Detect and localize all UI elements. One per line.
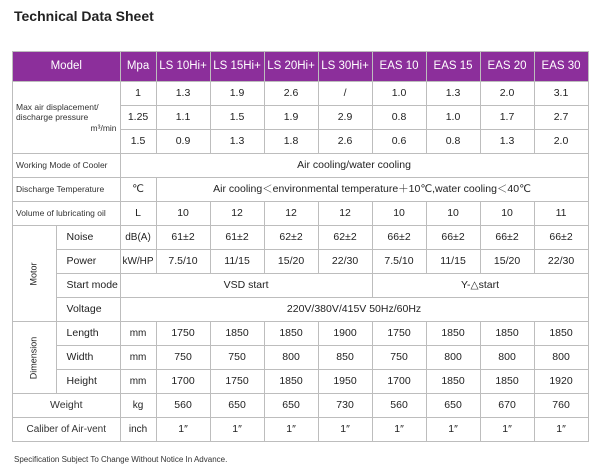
table-cell: 1″ bbox=[480, 418, 534, 442]
table-cell: 2.9 bbox=[318, 106, 372, 130]
table-cell: 1.9 bbox=[210, 82, 264, 106]
pressure-cell: 1.5 bbox=[120, 130, 156, 154]
table-cell: 1.3 bbox=[210, 130, 264, 154]
table-cell: 650 bbox=[264, 394, 318, 418]
table-cell: 750 bbox=[372, 346, 426, 370]
header-model-name: LS 30Hi+ bbox=[318, 52, 372, 82]
footnote: Specification Subject To Change Without Notice In Advance. bbox=[14, 455, 228, 464]
table-cell: 3.1 bbox=[534, 82, 588, 106]
width-label: Width bbox=[56, 346, 120, 370]
page-title: Technical Data Sheet bbox=[14, 8, 154, 24]
table-cell: 1750 bbox=[210, 370, 264, 394]
start-mode-label: Start mode bbox=[56, 274, 120, 298]
table-cell: 1700 bbox=[372, 370, 426, 394]
table-cell: 0.9 bbox=[156, 130, 210, 154]
table-cell: 61±2 bbox=[156, 226, 210, 250]
unit-cell: mm bbox=[120, 370, 156, 394]
table-cell: 1850 bbox=[426, 370, 480, 394]
unit-cell: ℃ bbox=[120, 178, 156, 202]
table-cell: 850 bbox=[318, 346, 372, 370]
table-cell: 15/20 bbox=[264, 250, 318, 274]
header-model: Model bbox=[13, 52, 121, 82]
table-row bbox=[13, 154, 589, 178]
table-cell: 1.3 bbox=[480, 130, 534, 154]
table-cell: 62±2 bbox=[264, 226, 318, 250]
table-cell: 1.0 bbox=[372, 82, 426, 106]
table-row bbox=[13, 226, 589, 250]
header-model-name: EAS 20 bbox=[480, 52, 534, 82]
table-cell: 0.8 bbox=[426, 130, 480, 154]
voltage-label: Voltage bbox=[56, 298, 120, 322]
table-cell: 66±2 bbox=[426, 226, 480, 250]
header-row bbox=[13, 52, 589, 82]
table-cell: 1.1 bbox=[156, 106, 210, 130]
table-cell: 750 bbox=[210, 346, 264, 370]
pressure-cell: 1.25 bbox=[120, 106, 156, 130]
table-cell: 1850 bbox=[426, 322, 480, 346]
table-cell: 0.6 bbox=[372, 130, 426, 154]
table-row bbox=[13, 274, 589, 298]
table-cell: 12 bbox=[264, 202, 318, 226]
header-model-name: LS 20Hi+ bbox=[264, 52, 318, 82]
table-row bbox=[13, 370, 589, 394]
table-cell: 0.8 bbox=[372, 106, 426, 130]
discharge-temp-value: Air cooling＜environmental temperature＋10℃,water cooling＜40℃ bbox=[156, 178, 588, 202]
unit-cell: mm bbox=[120, 346, 156, 370]
table-cell: 1700 bbox=[156, 370, 210, 394]
header-model-name: EAS 10 bbox=[372, 52, 426, 82]
start-mode-eas: Y-△start bbox=[372, 274, 588, 298]
table-cell: 1.5 bbox=[210, 106, 264, 130]
table-cell: 7.5/10 bbox=[156, 250, 210, 274]
table-cell: 1750 bbox=[372, 322, 426, 346]
unit-cell: mm bbox=[120, 322, 156, 346]
header-model-name: EAS 15 bbox=[426, 52, 480, 82]
cooler-value: Air cooling/water cooling bbox=[120, 154, 588, 178]
table-cell: 2.0 bbox=[534, 130, 588, 154]
cooler-label: Working Mode of Cooler bbox=[13, 154, 121, 178]
discharge-temp-label: Discharge Temperature bbox=[13, 178, 121, 202]
table-cell: 1″ bbox=[156, 418, 210, 442]
table-cell: 1″ bbox=[426, 418, 480, 442]
dimension-group-label: Dimension bbox=[13, 322, 57, 394]
table-cell: 2.7 bbox=[534, 106, 588, 130]
table-row bbox=[13, 346, 589, 370]
length-label: Length bbox=[56, 322, 120, 346]
table-cell: 12 bbox=[210, 202, 264, 226]
table-cell: 650 bbox=[426, 394, 480, 418]
table-cell: 10 bbox=[426, 202, 480, 226]
header-model-name: LS 15Hi+ bbox=[210, 52, 264, 82]
table-cell: 2.6 bbox=[318, 130, 372, 154]
table-cell: 1″ bbox=[264, 418, 318, 442]
table-cell: 1850 bbox=[210, 322, 264, 346]
unit-cell: L bbox=[120, 202, 156, 226]
table-cell: 1850 bbox=[264, 370, 318, 394]
unit-cell: inch bbox=[120, 418, 156, 442]
table-cell: 800 bbox=[534, 346, 588, 370]
table-cell: 560 bbox=[156, 394, 210, 418]
table-row bbox=[13, 418, 589, 442]
table-cell: 12 bbox=[318, 202, 372, 226]
table-cell: 670 bbox=[480, 394, 534, 418]
table-cell: 10 bbox=[480, 202, 534, 226]
table-cell: 7.5/10 bbox=[372, 250, 426, 274]
unit-cell: kW/HP bbox=[120, 250, 156, 274]
table-cell: 10 bbox=[372, 202, 426, 226]
table-cell: 1″ bbox=[318, 418, 372, 442]
table-cell: 1″ bbox=[372, 418, 426, 442]
table-cell: 11 bbox=[534, 202, 588, 226]
table-row bbox=[13, 178, 589, 202]
table-cell: 1″ bbox=[534, 418, 588, 442]
table-cell: 62±2 bbox=[318, 226, 372, 250]
header-unit: Mpa bbox=[120, 52, 156, 82]
table-cell: 1″ bbox=[210, 418, 264, 442]
table-cell: 2.6 bbox=[264, 82, 318, 106]
weight-label: Weight bbox=[13, 394, 121, 418]
table-row bbox=[13, 298, 589, 322]
table-cell: 1850 bbox=[534, 322, 588, 346]
start-mode-ls: VSD start bbox=[120, 274, 372, 298]
table-cell: 11/15 bbox=[426, 250, 480, 274]
table-cell: 66±2 bbox=[480, 226, 534, 250]
table-cell: 560 bbox=[372, 394, 426, 418]
table-cell: 800 bbox=[426, 346, 480, 370]
table-cell: 66±2 bbox=[372, 226, 426, 250]
table-cell: 1.0 bbox=[426, 106, 480, 130]
table-cell: 1750 bbox=[156, 322, 210, 346]
table-cell: 61±2 bbox=[210, 226, 264, 250]
table-cell: 750 bbox=[156, 346, 210, 370]
air-displacement-label: Max air displacement/ discharge pressure m³/min bbox=[13, 82, 121, 154]
table-row bbox=[13, 202, 589, 226]
table-cell: 760 bbox=[534, 394, 588, 418]
table-cell: 66±2 bbox=[534, 226, 588, 250]
table-cell: 800 bbox=[480, 346, 534, 370]
unit-cell: dB(A) bbox=[120, 226, 156, 250]
motor-group-label: Motor bbox=[13, 226, 57, 322]
unit-cell: kg bbox=[120, 394, 156, 418]
table-cell: 1920 bbox=[534, 370, 588, 394]
table-cell: 1.8 bbox=[264, 130, 318, 154]
voltage-value: 220V/380V/415V 50Hz/60Hz bbox=[120, 298, 588, 322]
table-cell: 1850 bbox=[480, 370, 534, 394]
table-cell: 1.3 bbox=[156, 82, 210, 106]
noise-label: Noise bbox=[56, 226, 120, 250]
table-cell: 1850 bbox=[264, 322, 318, 346]
table-row bbox=[13, 250, 589, 274]
table-cell: 800 bbox=[264, 346, 318, 370]
table-cell: 15/20 bbox=[480, 250, 534, 274]
table-cell: 1950 bbox=[318, 370, 372, 394]
table-cell: 1.9 bbox=[264, 106, 318, 130]
airvent-label: Caliber of Air-vent bbox=[13, 418, 121, 442]
power-label: Power bbox=[56, 250, 120, 274]
table-row bbox=[13, 82, 589, 106]
pressure-cell: 1 bbox=[120, 82, 156, 106]
table-cell: 22/30 bbox=[318, 250, 372, 274]
table-cell: 2.0 bbox=[480, 82, 534, 106]
table-cell: 10 bbox=[156, 202, 210, 226]
table-cell: 11/15 bbox=[210, 250, 264, 274]
table-row bbox=[13, 322, 589, 346]
spec-table bbox=[12, 51, 589, 442]
table-cell: 1.3 bbox=[426, 82, 480, 106]
table-cell: / bbox=[318, 82, 372, 106]
table-cell: 730 bbox=[318, 394, 372, 418]
header-model-name: LS 10Hi+ bbox=[156, 52, 210, 82]
header-model-name: EAS 30 bbox=[534, 52, 588, 82]
height-label: Height bbox=[56, 370, 120, 394]
table-cell: 1900 bbox=[318, 322, 372, 346]
table-row bbox=[13, 394, 589, 418]
table-cell: 22/30 bbox=[534, 250, 588, 274]
table-cell: 1.7 bbox=[480, 106, 534, 130]
table-cell: 650 bbox=[210, 394, 264, 418]
lube-label: Volume of lubricating oil bbox=[13, 202, 121, 226]
table-cell: 1850 bbox=[480, 322, 534, 346]
